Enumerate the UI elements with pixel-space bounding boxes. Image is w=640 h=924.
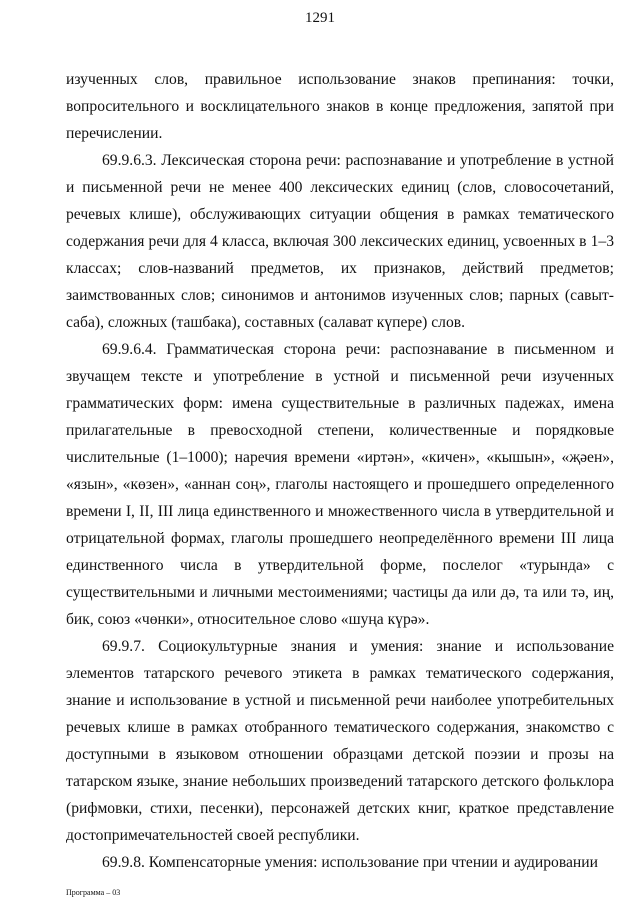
footer-label: Программа – 03	[66, 888, 121, 897]
paragraph-grammatical-side: 69.9.6.4. Грамматическая сторона речи: распознавание в письменном и звучащем тексте и употребление в устной и письменной речи изученных грамматических форм: имена существительные в различных падежах, имена прилагательные в превосходной степени, количественные и порядковые числительные (1–1000); наречия времени «иртән», «кичен», «кышын», «җәен», «язын», «көзен», «аннан соң», глаголы настоящего и прошедшего определенного времени I, II, III лица единственного и множественного числа в утвердительной и отрицательной формах, глаголы прошедшего неопределённого времени III лица единственного числа в утвердительной форме, послелог «турында» с существительными и личными местоимениями; частицы да или дә, та или тә, иң, бик, союз «чөнки», относительное слово «шуңа күрә».	[66, 341, 614, 628]
paragraph-sociocultural: 69.9.7. Социокультурные знания и умения: знание и использование элементов татарского речевого этикета в рамках тематического содержания, знание и использование в устной и письменной речи наиболее употребительных речевых клише в рамках отобранного тематического содержания, знакомство с доступными в языковом отношении образцами детской поэзии и прозы на татарском языке, знание небольших произведений татарского детского фольклора (рифмовки, стихи, песенки), персонажей детских книг, краткое представление достопримечательностей своей республики.	[66, 638, 614, 844]
page-number: 1291	[305, 10, 335, 26]
paragraph-lexical-side: 69.9.6.3. Лексическая сторона речи: распознавание и употребление в устной и письменной речи не менее 400 лексических единиц (слов, словосочетаний, речевых клише), обслуживающих ситуации общения в рамках тематического содержания речи для 4 класса, включая 300 лексических единиц, усвоенных в 1–3 классах; слов-названий предметов, их признаков, действий предметов; заимствованных слов; синонимов и антонимов изученных слов; парных (савыт-саба), сложных (ташбака), составных (салават күпере) слов.	[66, 152, 614, 331]
document-body	[66, 66, 614, 876]
paragraph-continuation: изученных слов, правильное использование знаков препинания: точки, вопросительного и восклицательного знаков в конце предложения, запятой при перечислении.	[66, 71, 614, 142]
paragraph-compensatory: 69.9.8. Компенсаторные умения: использование при чтении и аудировании	[102, 854, 598, 871]
